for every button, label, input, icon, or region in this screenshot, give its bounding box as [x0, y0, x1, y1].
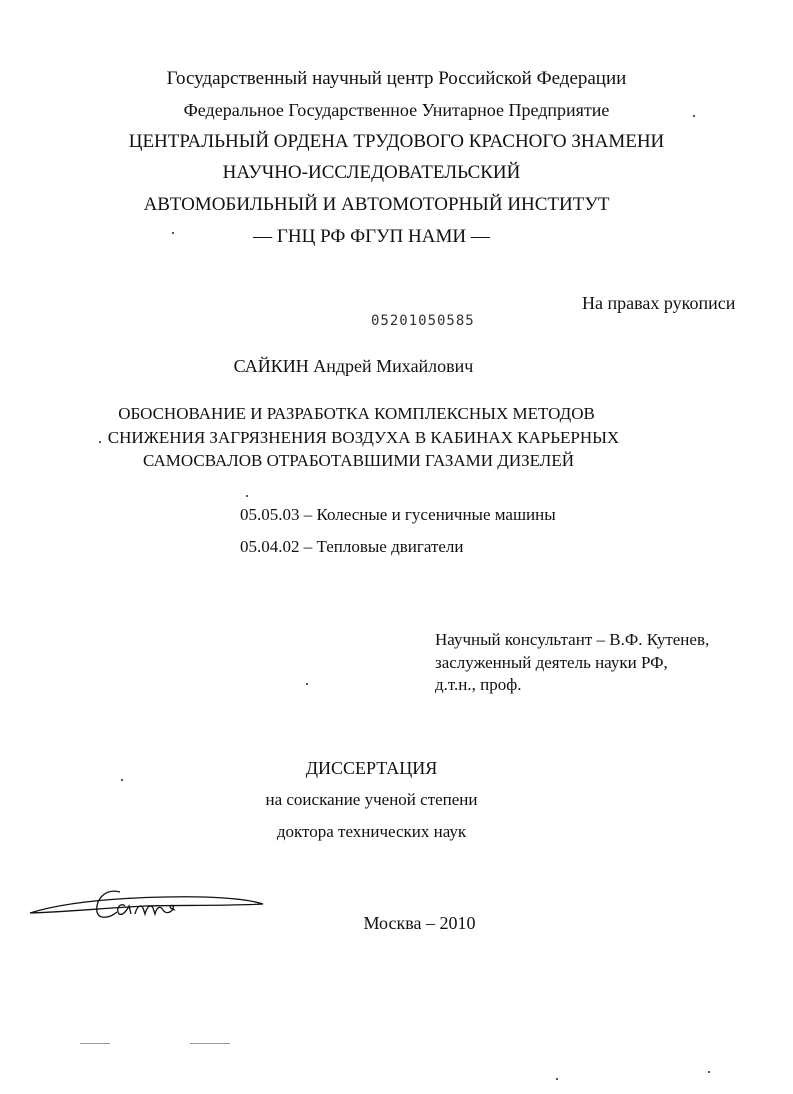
specialty-2: 05.04.02 – Тепловые двигатели: [240, 537, 464, 556]
scan-speck: [121, 779, 123, 781]
scan-mark: [80, 1043, 110, 1044]
manuscript-note: На правах рукописи: [582, 293, 736, 313]
consultant-line-3: д.т.н., проф.: [435, 675, 522, 694]
scan-speck: [556, 1078, 558, 1080]
org-line-1: Государственный научный центр Российской Федерации: [166, 68, 627, 89]
org-line-6: — ГНЦ РФ ФГУП НАМИ —: [253, 226, 490, 247]
org-line-2: Федеральное Государственное Унитарное Предприятие: [183, 100, 610, 120]
title-line-2: СНИЖЕНИЯ ЗАГРЯЗНЕНИЯ ВОЗДУХА В КАБИНАХ КАРЬЕРНЫХ: [107, 428, 620, 447]
author-name: САЙКИН Андрей Михайлович: [233, 356, 474, 376]
dissertation-line-1: на соискание ученой степени: [265, 790, 478, 809]
dissertation-heading: ДИССЕРТАЦИЯ: [305, 758, 438, 778]
scan-speck: [306, 683, 308, 685]
consultant-line-2: заслуженный деятель науки РФ,: [435, 653, 668, 672]
specialty-1: 05.05.03 – Колесные и гусеничные машины: [240, 505, 556, 524]
org-line-3: ЦЕНТРАЛЬНЫЙ ОРДЕНА ТРУДОВОГО КРАСНОГО ЗНАМЕНИ: [128, 131, 665, 152]
scan-speck: [693, 115, 695, 117]
city-year: Москва – 2010: [363, 913, 476, 933]
consultant-line-1: Научный консультант – В.Ф. Кутенев,: [435, 630, 710, 649]
scan-mark: [190, 1043, 230, 1044]
dissertation-line-2: доктора технических наук: [276, 822, 467, 841]
scan-speck: [172, 232, 174, 234]
title-line-3: САМОСВАЛОВ ОТРАБОТАВШИМИ ГАЗАМИ ДИЗЕЛЕЙ: [142, 451, 575, 470]
catalog-number: 05201050585: [371, 313, 475, 329]
title-line-1: ОБОСНОВАНИЕ И РАЗРАБОТКА КОМПЛЕКСНЫХ МЕТОДОВ: [118, 404, 595, 423]
scan-speck: [99, 441, 101, 443]
scan-speck: [246, 495, 248, 497]
scan-speck: [708, 1071, 710, 1073]
org-line-4: НАУЧНО-ИССЛЕДОВАТЕЛЬСКИЙ: [222, 162, 521, 183]
org-line-5: АВТОМОБИЛЬНЫЙ И АВТОМОТОРНЫЙ ИНСТИТУТ: [143, 194, 610, 215]
